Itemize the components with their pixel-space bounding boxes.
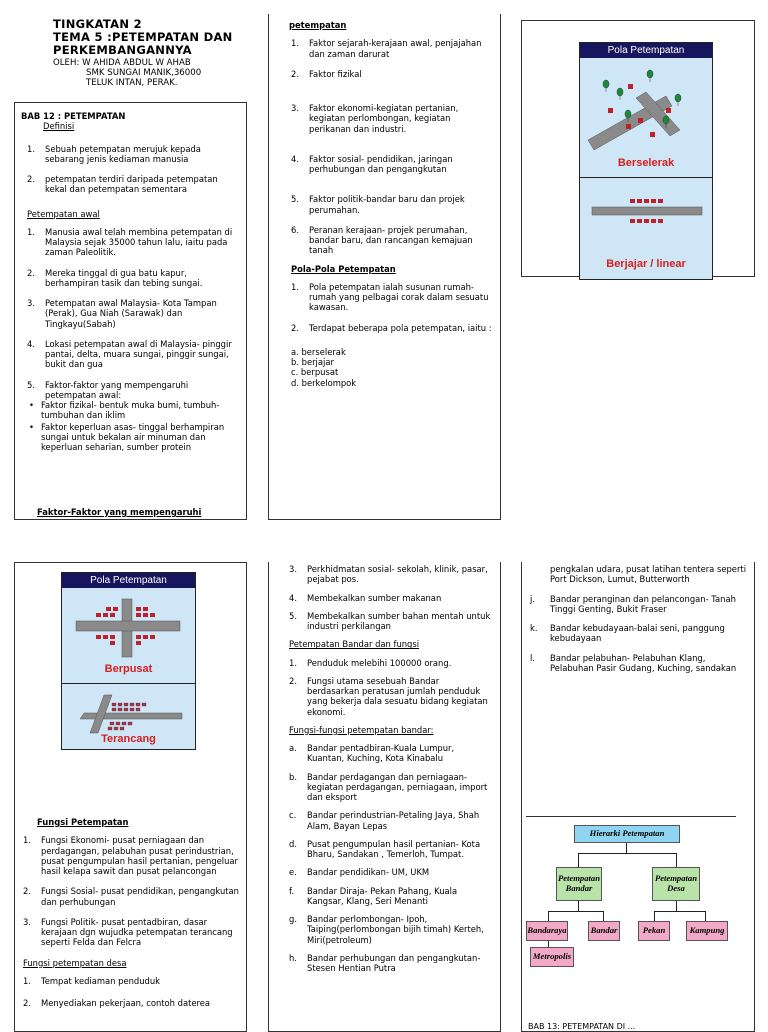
list-item: b. berjajar (291, 357, 334, 367)
pola-diagram-berselerak (579, 42, 713, 280)
panel-faktor-petempatan (268, 14, 501, 520)
hierarki-desa: Petempatan Desa (652, 867, 700, 901)
pola-label-berselerak: Berselerak (617, 157, 675, 169)
connector (676, 901, 677, 911)
list-item: j. Bandar peranginan dan pelancongan- Tanah Tinggi Genting, Bukit Fraser (530, 593, 736, 614)
connector (548, 911, 604, 912)
connector (626, 843, 627, 853)
list-item: 1. Fungsi Ekonomi- pusat perniagaan dan perdagangan, pelabuhan pusat perindustrian, pusat pengumpulan hasil pertanian, pengeluar hasil kelapa sawit dan pusat pelancongan (23, 835, 238, 876)
list-item: 1. Faktor sejarah-kerajaan awal, penjajahan dan zaman darurat (291, 38, 482, 59)
pola-divider (580, 177, 712, 178)
fungsi-desa-list (23, 976, 245, 1009)
connector (654, 911, 706, 912)
definisi-list (21, 144, 240, 195)
list-item: b. Bandar perdagangan dan perniagaan- kegiatan perdagangan, perniagaan, import dan eksport (289, 771, 488, 802)
panel-diagram-pola-1 (521, 20, 755, 277)
pola-diagram-berpusat (61, 572, 196, 750)
list-item: l. Bandar pelabuhan- Pelabuhan Klang, Pelabuhan Pasir Gudang, Kuching, sandakan (530, 652, 737, 673)
list-item: 1. Sebuah petempatan merujuk kepada sebarang jenis kediaman manusia (27, 143, 201, 164)
connector (548, 911, 549, 921)
connector (654, 911, 655, 921)
pola-letters (277, 347, 492, 388)
hierarki-bandar-leaf: Bandar (588, 921, 620, 941)
pola-heading: Pola-Pola Petempatan (291, 263, 396, 274)
list-item: 1. Manusia awal telah membina petempatan di Malaysia sejak 35000 tahun lalu, iaitu pada zaman Paleolitik. (27, 226, 233, 258)
bullet-item: • Faktor keperluan asas- tinggal berhampiran sungai untuk bekalan air minuman dan keperluan seharian, sumber protein (27, 422, 240, 453)
list-item: 2. Terdapat beberapa pola petempatan, iaitu : (291, 322, 492, 333)
planned-settlement-map (62, 687, 197, 737)
faktor-list (277, 38, 492, 255)
list-item: 5. Faktor-faktor yang mempengaruhi petempatan awal: (27, 379, 189, 400)
pola-list (277, 282, 492, 333)
list-item: 1. Penduduk melebihi 100000 orang. (289, 657, 452, 668)
fungsi-bandar-list (289, 743, 494, 973)
continued-text: pengkalan udara, pusat latihan tentera seperti Port Dickson, Lumut, Butterworth (550, 564, 747, 585)
hierarki-pekan: Pekan (638, 921, 670, 941)
list-item: 4. Membekalkan sumber makanan (289, 592, 442, 603)
panel-fungsi-bandar-lanjutan (521, 562, 755, 1032)
hierarki-root: Hierarki Petempatan (574, 825, 680, 843)
list-item: c. berpusat (291, 367, 339, 378)
panel-bab-12 (14, 102, 247, 520)
connector (676, 853, 677, 867)
pola-label-terancang: Terancang (101, 733, 156, 745)
pola-diagram-title: Pola Petempatan (62, 573, 195, 588)
header-line-3: PERKEMBANGANNYA (53, 43, 192, 58)
list-item: k. Bandar kebudayaan-balai seni, panggung kebudayaan (530, 623, 725, 644)
definisi-heading: Definisi (43, 121, 75, 132)
list-item: 2. Fungsi Sosial- pusat pendidikan, pengangkutan dan perhubungan (23, 886, 239, 907)
list-item: 3. Petempatan awal Malaysia- Kota Tampan (Perak), Gua Niah (Sarawak) dan Tingkayu(Sabah) (27, 298, 217, 329)
header-school: SMK SUNGAI MANIK,36000 (86, 67, 202, 78)
list-item: 5. Faktor politik-bandar baru dan projek perumahan. (291, 194, 465, 215)
bandar-heading: Petempatan Bandar dan fungsi (289, 639, 420, 650)
list-item: 4. Faktor sosial- pendidikan, jaringan perhubungan dan pengangkutan (291, 153, 453, 174)
list-item: 3. Faktor ekonomi-kegiatan pertanian, kegiatan perlombongan, kegiatan perikanan dan industri. (291, 103, 459, 134)
connector (578, 901, 579, 911)
petempatan-awal-heading: Petempatan awal (27, 208, 100, 219)
nucleated-settlement-map (62, 593, 197, 658)
pola-diagram-title: Pola Petempatan (580, 43, 712, 58)
hierarki-metropolis: Metropolis (530, 947, 574, 967)
fungsi-desa-heading: Fungsi petempatan desa (23, 957, 127, 968)
bab-title: BAB 12 : PETEMPATAN (21, 111, 126, 121)
desa-continued-list (289, 564, 494, 631)
connector (578, 853, 579, 867)
faktor-bullets (21, 400, 240, 452)
pola-divider (62, 683, 195, 684)
header-line-1: TINGKATAN 2 (53, 17, 142, 31)
list-item: 2. Menyediakan pekerjaan, contoh daterea (23, 998, 211, 1008)
list-item: 1. Tempat kediaman penduduk (23, 975, 161, 986)
header-place: TELUK INTAN, PERAK. (86, 78, 178, 89)
hierarki-bandar: Petempatan Bandar (556, 867, 602, 901)
document-header (53, 18, 263, 89)
fungsi-section (23, 817, 245, 1018)
list-item: e. Bandar pendidikan- UM, UKM (289, 867, 430, 878)
fungsi-bandar-heading: Fungsi-fungsi petempatan bandar: (289, 724, 434, 735)
connector (705, 911, 706, 921)
next-chapter-heading: BAB 13: PETEMPATAN DI ... (528, 1022, 636, 1031)
list-item: 5. Membekalkan sumber bahan mentah untuk industri perkilangan (289, 610, 491, 631)
fungsi-list (23, 835, 245, 947)
list-item: 2. Fungsi utama sesebuah Bandar berdasarkan peratusan jumlah penduduk yang bekerja dala sesuatu bidang kegiatan ekonomi. (289, 675, 488, 717)
hierarki-diagram (526, 816, 736, 966)
hierarki-kampung: Kampung (686, 921, 728, 941)
panel-petempatan-bandar (268, 562, 501, 1032)
bullet-item: • Faktor fizikal- bentuk muka bumi, tumbuh-tumbuhan dan iklim (27, 400, 240, 421)
hierarki-bandaraya: Bandaraya (526, 921, 568, 941)
list-item: 3. Fungsi Politik- pusat pentadbiran, dasar kerajaan dgn wujudka petempatan terancang seperti Felda dan Felcra (23, 916, 233, 948)
petempatan-continued: petempatan (289, 20, 347, 30)
list-item: g. Bandar perlombongan- Ipoh, Taiping(perlombongan bijih timah) Kerteh, Miri(petroleum) (289, 914, 484, 945)
list-item: 6. Peranan kerajaan- projek perumahan, bandar baru, dan rancangan kemajuan tanah (291, 224, 473, 256)
pola-label-berpusat: Berpusat (104, 663, 153, 675)
list-item: 1. Pola petempatan ialah susunan rumah-rumah yang pelbagai corak dalam sesuatu kawasan. (291, 281, 489, 313)
list-item: d. berkelompok (291, 377, 357, 388)
list-item: 4. Lokasi petempatan awal di Malaysia- pinggir pantai, delta, muara sungai, pinggir sungai, bukit dan gua (27, 338, 232, 370)
faktor-footer-heading: Faktor-Faktor yang mempengaruhi (37, 507, 202, 517)
fungsi-bandar-list-continued (530, 594, 748, 674)
list-item: a. berselerak (291, 346, 346, 357)
linear-settlement-map (580, 191, 714, 241)
scattered-settlement-map (580, 58, 714, 158)
panel-fungsi-petempatan (14, 562, 247, 1032)
petempatan-awal-list (21, 227, 240, 400)
list-item: 2. petempatan terdiri daripada petempatan kekal dan petempatan sementara (27, 174, 218, 195)
list-item: 2. Mereka tinggal di gua batu kapur, berhampiran tasik dan tebing sungai. (27, 267, 203, 288)
connector (603, 911, 604, 921)
list-item: c. Bandar perindustrian-Petaling Jaya, Shah Alam, Bayan Lepas (289, 810, 480, 831)
list-item: a. Bandar pentadbiran-Kuala Lumpur, Kuantan, Kuching, Kota Kinabalu (289, 743, 455, 764)
list-item: d. Pusat pengumpulan hasil pertanian- Kota Bharu, Sandakan , Temerloh, Tumpat. (289, 838, 481, 859)
list-item: 3. Perkhidmatan sosial- sekolah, klinik, pasar, pejabat pos. (289, 564, 488, 585)
list-item: h. Bandar perhubungan dan pengangkutan-Stesen Hentian Putra (289, 952, 481, 973)
header-author: OLEH: W AHIDA ABDUL W AHAB (53, 57, 191, 68)
bandar-list (289, 658, 494, 717)
pola-label-berjajar: Berjajar / linear (606, 258, 686, 270)
list-item: 2. Faktor fizikal (291, 68, 362, 79)
list-item: f. Bandar Diraja- Pekan Pahang, Kuala Kangsar, Klang, Seri Menanti (289, 885, 458, 906)
header-line-2: TEMA 5 :PETEMPATAN DAN (53, 30, 233, 45)
connector (578, 853, 676, 854)
fungsi-heading: Fungsi Petempatan (37, 817, 129, 827)
